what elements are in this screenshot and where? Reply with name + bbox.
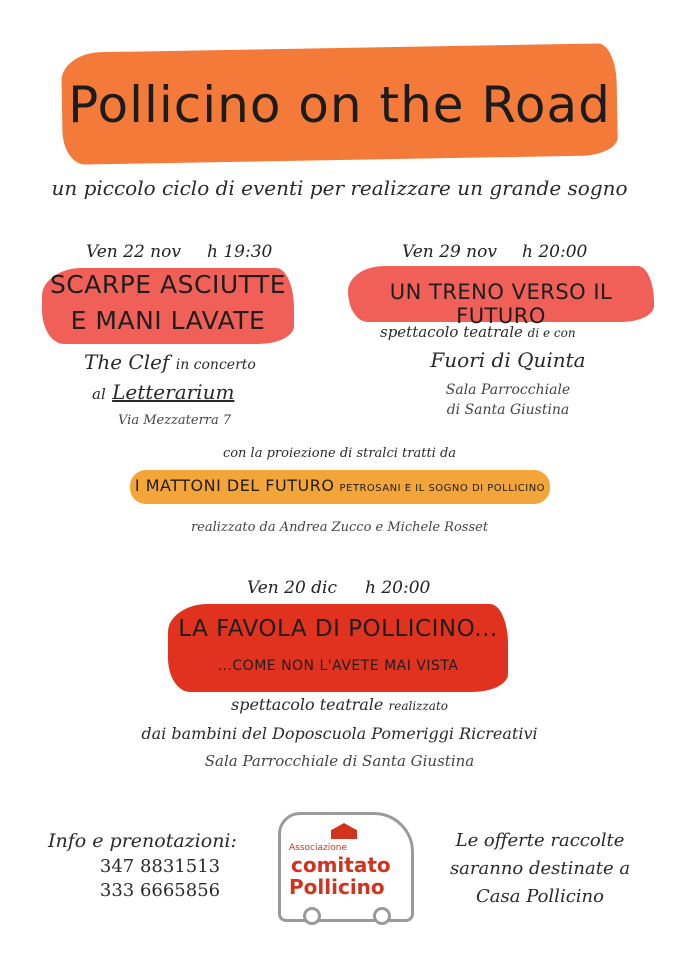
- event3-date: Ven 20 dic: [247, 578, 338, 598]
- projection-title: I MATTONI DEL FUTURO: [134, 476, 335, 495]
- event2-company: Fuori di Quinta: [430, 348, 586, 372]
- wheel-icon: [303, 907, 321, 925]
- phone-1: 347 8831513: [99, 856, 221, 877]
- event3-subtitle: ...COME NON L'AVETE MAI VISTA: [217, 658, 459, 674]
- projection-title-suffix: PETROSANI E IL SOGNO DI POLLICINO: [339, 483, 546, 494]
- offer-line1: Le offerte raccolte: [455, 830, 625, 851]
- event2-desc-suffix: di e con: [527, 326, 576, 340]
- logo-pollicino: Pollicino: [289, 875, 385, 899]
- event3-line2: dai bambini del Doposcuola Pomeriggi Ricreativi: [141, 724, 538, 743]
- event1-performer-line: [84, 350, 256, 374]
- comitato-pollicino-logo: [278, 812, 414, 922]
- event1-venue: Letterarium: [112, 380, 235, 404]
- event2-date: Ven 29 nov: [402, 242, 497, 262]
- event3-title: LA FAVOLA DI POLLICINO...: [178, 616, 498, 642]
- event3-desc: [0, 695, 679, 714]
- event2-venue-line1: Sala Parrocchiale: [445, 382, 571, 398]
- projection-credits: realizzato da Andrea Zucco e Michele Rosset: [190, 520, 489, 535]
- event1-venue-prefix: al: [92, 385, 106, 403]
- logo-association: Associazione: [289, 843, 347, 853]
- event3-time: h 20:00: [365, 578, 431, 598]
- offer-line2: saranno destinate a: [449, 858, 631, 879]
- event1-address: Via Mezzaterra 7: [118, 413, 232, 428]
- projection-intro: con la proiezione di stralci tratti da: [222, 446, 457, 461]
- event2-venue-line2: di Santa Giustina: [446, 402, 570, 418]
- house-icon: [331, 823, 357, 839]
- info-label: Info e prenotazioni:: [48, 830, 237, 852]
- event2-title: UN TRENO VERSO IL FUTURO: [389, 280, 613, 328]
- page-title: Pollicino on the Road: [68, 76, 611, 134]
- wheel-icon: [373, 907, 391, 925]
- event3-desc-suffix: realizzato: [388, 699, 448, 713]
- page-subtitle: un piccolo ciclo di eventi per realizzare un grande sogno: [51, 176, 628, 200]
- projection-title-line: [130, 476, 550, 495]
- event2-desc-main: spettacolo teatrale: [380, 323, 523, 341]
- event2-time: h 20:00: [522, 242, 588, 262]
- event3-venue: Sala Parrocchiale di Santa Giustina: [204, 752, 475, 770]
- event1-date: Ven 22 nov: [86, 242, 181, 262]
- phone-2: 333 6665856: [99, 880, 221, 901]
- event1-title-line1: SCARPE ASCIUTTE: [49, 270, 287, 299]
- event1-performer-suffix: in concerto: [175, 357, 256, 373]
- event1-time: h 19:30: [207, 242, 273, 262]
- logo-comitato: comitato: [291, 853, 391, 877]
- event1-title-line2: E MANI LAVATE: [70, 306, 266, 335]
- offer-line3: Casa Pollicino: [476, 886, 604, 907]
- event1-performer: The Clef: [84, 350, 170, 374]
- event1-venue-line: [92, 380, 234, 404]
- event3-desc-main: spettacolo teatrale: [231, 695, 384, 714]
- event2-desc: [380, 323, 576, 341]
